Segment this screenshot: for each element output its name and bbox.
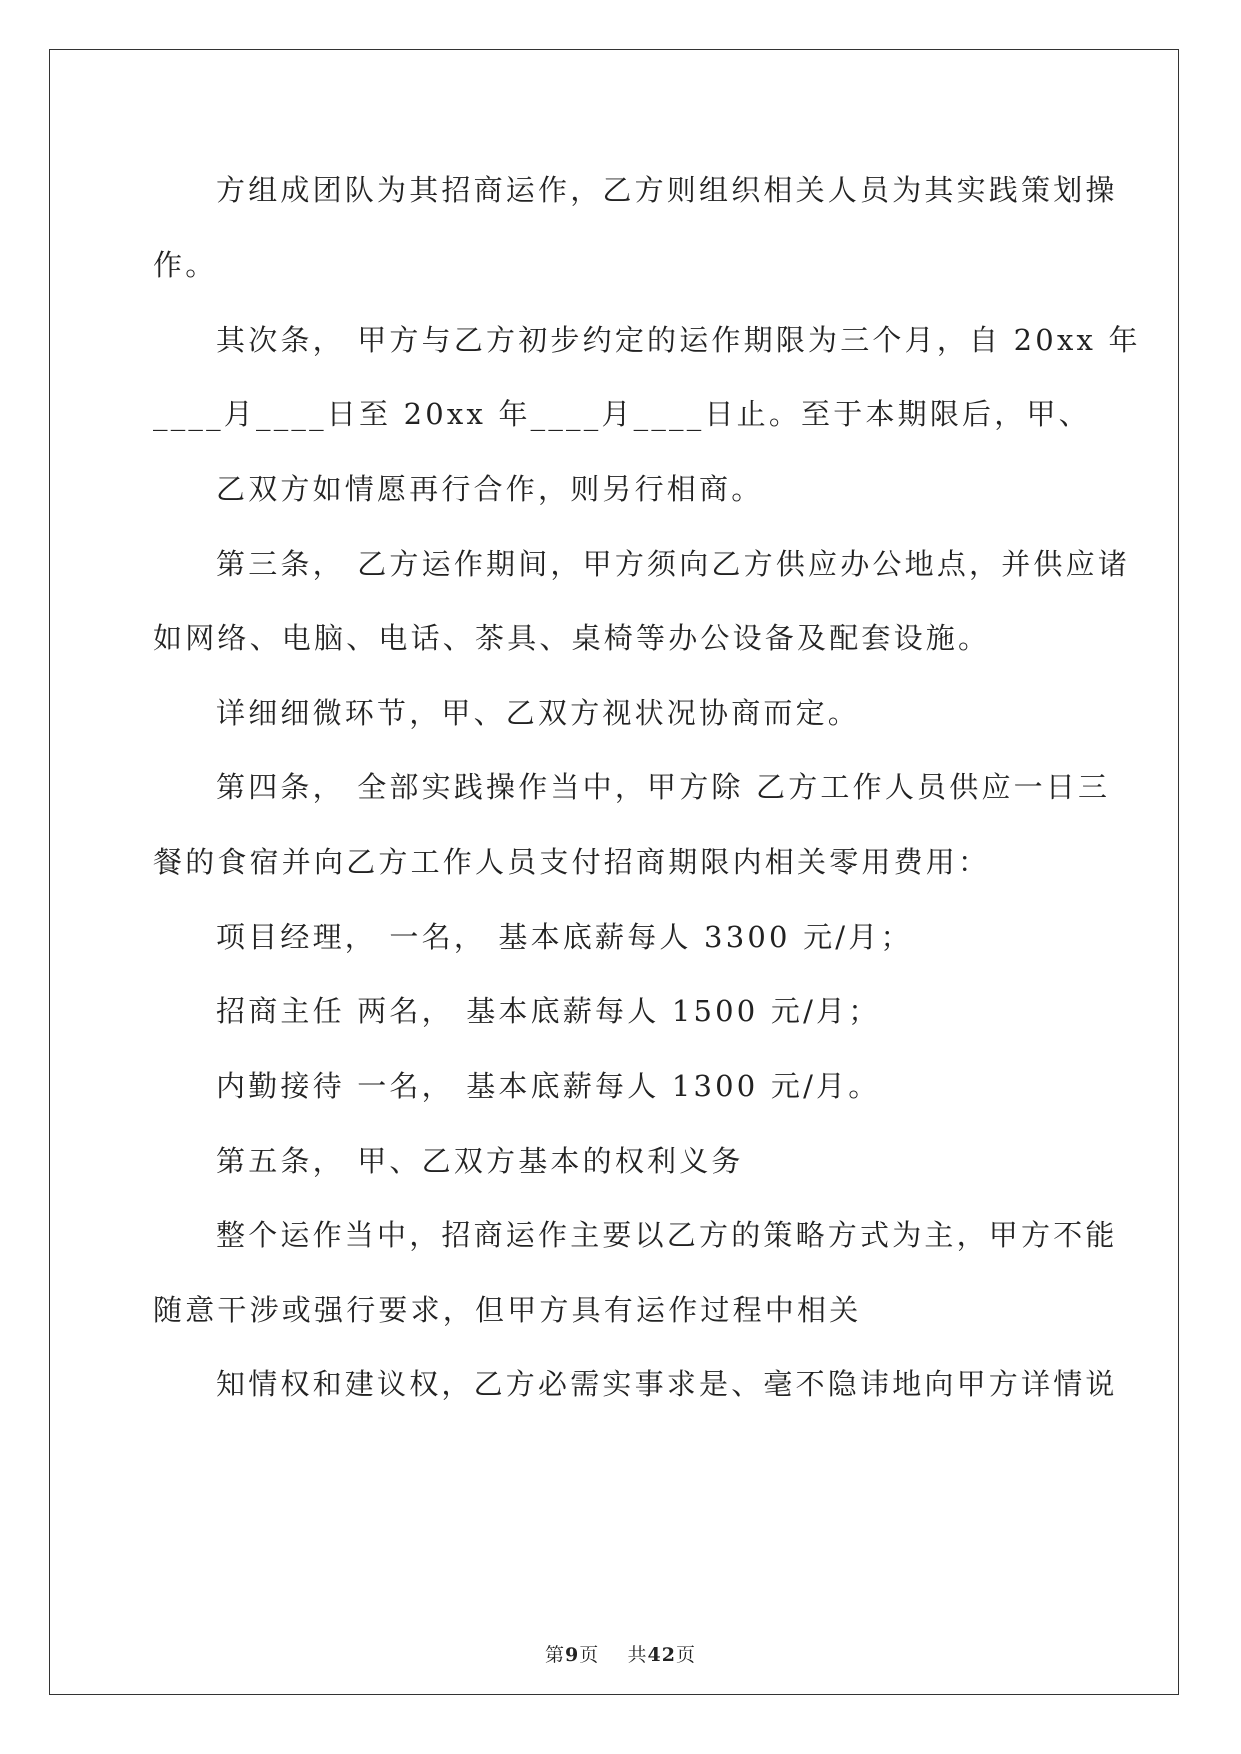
text-line: 知情权和建议权，乙方必需实事求是、毫不隐讳地向甲方详情说 — [216, 1367, 1118, 1401]
text-line: 其次条， 甲方与乙方初步约定的运作期限为三个月，自 20xx 年 — [216, 323, 1141, 357]
text-line: 餐的食宿并向乙方工作人员支付招商期限内相关零用费用： — [153, 845, 991, 879]
total-pages: 42 — [647, 1644, 676, 1666]
text-line: ____月____日至 20xx 年____月____日止。至于本期限后，甲、 — [153, 397, 1091, 431]
text-line: 内勤接待 一名， 基本底薪每人 1300 元/月。 — [216, 1069, 881, 1103]
text-line: 详细细微环节，甲、乙双方视状况协商而定。 — [216, 696, 861, 730]
text-line: 招商主任 两名， 基本底薪每人 1500 元/月； — [216, 994, 881, 1028]
text-line: 作。 — [153, 248, 218, 282]
text-line: 第三条， 乙方运作期间，甲方须向乙方供应办公地点，并供应诸 — [216, 547, 1131, 581]
page-footer — [0, 1640, 1241, 1667]
text-line: 项目经理， 一名， 基本底薪每人 3300 元/月； — [216, 920, 913, 954]
text-line: 随意干涉或强行要求，但甲方具有运作过程中相关 — [153, 1293, 862, 1327]
total-prefix: 共 — [627, 1644, 648, 1666]
text-line: 乙双方如情愿再行合作，则另行相商。 — [216, 472, 764, 506]
total-suffix: 页 — [675, 1644, 696, 1666]
page-number: 9 — [565, 1644, 580, 1666]
page-suffix: 页 — [579, 1644, 600, 1666]
text-line: 第四条， 全部实践操作当中，甲方除 乙方工作人员供应一日三 — [216, 770, 1111, 804]
text-line: 第五条， 甲、乙双方基本的权利义务 — [216, 1144, 744, 1178]
text-line: 如网络、电脑、电话、茶具、桌椅等办公设备及配套设施。 — [153, 621, 991, 655]
text-line: 方组成团队为其招商运作，乙方则组织相关人员为其实践策划操 — [216, 173, 1118, 207]
text-line: 整个运作当中，招商运作主要以乙方的策略方式为主，甲方不能 — [216, 1218, 1118, 1252]
page-prefix: 第 — [545, 1644, 566, 1666]
